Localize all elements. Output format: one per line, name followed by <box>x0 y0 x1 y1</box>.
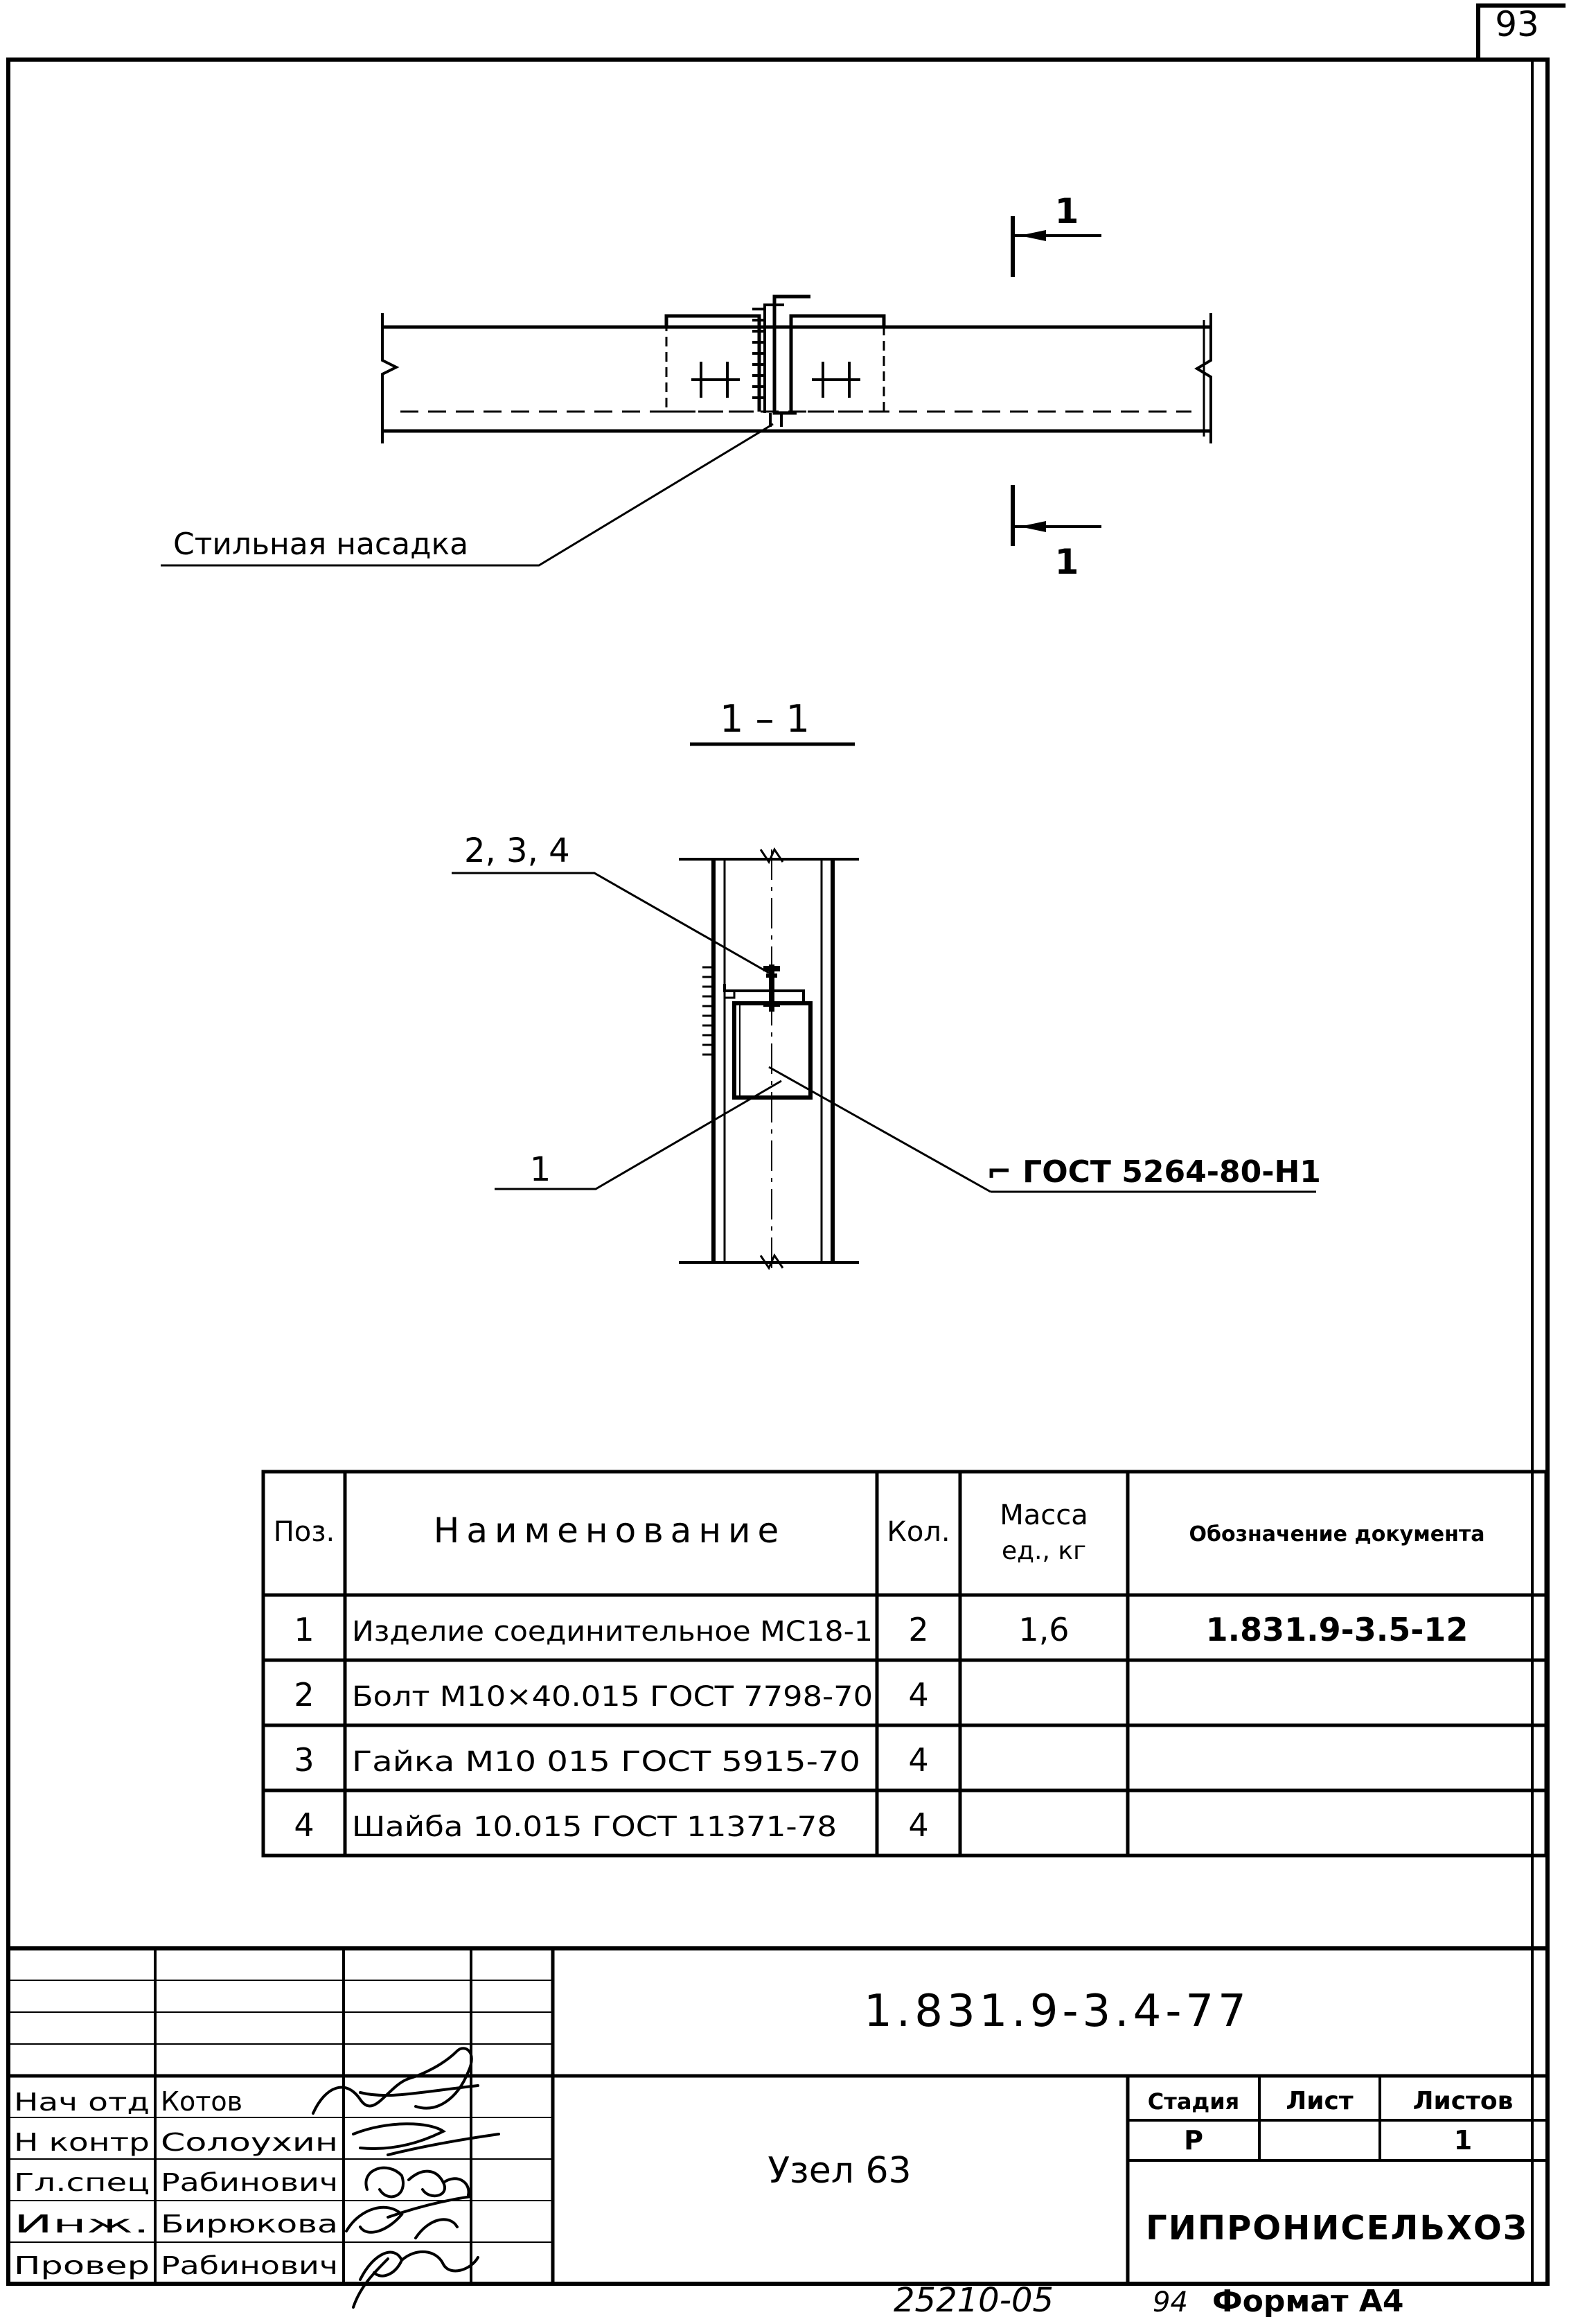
callout-angle: ⌐ ГОСТ 5264-80-Н1 <box>986 1154 1321 1190</box>
staff-role: Инж. <box>14 2210 150 2239</box>
signature <box>313 2048 478 2113</box>
section-mark-number-bottom: 1 <box>1054 542 1079 582</box>
title-block-sheets-header: Листов <box>1412 2087 1514 2115</box>
staff-name: Солоухин <box>161 2129 338 2157</box>
callout-bolts: 2, 3, 4 <box>464 831 570 870</box>
staff-row <box>14 2210 338 2239</box>
footer-inventory: 25210-05 <box>894 2281 1054 2317</box>
staff-name: Рабинович <box>161 2169 338 2197</box>
staff-name: Рабинович <box>161 2252 338 2280</box>
staff-role: Провер <box>14 2252 150 2280</box>
title-block-sheet-header: Лист <box>1286 2087 1354 2115</box>
staff-name: Котов <box>161 2086 243 2117</box>
staff-role: Нач отд <box>14 2088 150 2117</box>
signature <box>353 2252 478 2307</box>
spec-header-name: Наименование <box>433 1510 786 1551</box>
title-block-stage-header: Стадия <box>1147 2088 1240 2115</box>
plan-nozzle-label: Стильная насадка <box>173 527 469 562</box>
plan-view <box>161 297 1211 565</box>
section-view <box>452 849 1316 1272</box>
staff-row <box>14 2129 338 2157</box>
spec-row <box>294 1741 928 1779</box>
title-block-organization: ГИПРОНИСЕЛЬХОЗ <box>1146 2209 1528 2248</box>
section-mark-number-top: 1 <box>1054 191 1079 231</box>
spec-cell-pos: 3 <box>294 1741 314 1779</box>
spec-cell-doc: 1.831.9-3.5-12 <box>1205 1611 1469 1648</box>
footer-sheet-ref: 94 <box>1153 2287 1188 2317</box>
staff-row <box>14 2086 242 2117</box>
staff-name: Бирюкова <box>161 2210 338 2239</box>
spec-cell-pos: 1 <box>294 1611 314 1648</box>
title-block-title: Узел 63 <box>768 2150 912 2192</box>
spec-cell-mass: 1,6 <box>1018 1611 1070 1648</box>
spec-cell-name: Гайка М10 015 ГОСТ 5915-70 <box>352 1746 860 1778</box>
title-block-sheets: 1 <box>1453 2125 1473 2156</box>
sheet-frame <box>8 6 1566 2284</box>
staff-role: Н контр <box>14 2129 150 2157</box>
spec-cell-qty: 4 <box>908 1741 929 1779</box>
spec-header-mass-unit: ед., кг <box>1001 1537 1087 1565</box>
spec-cell-qty: 4 <box>908 1676 929 1713</box>
spec-row <box>294 1676 928 1713</box>
spec-header-qty: Кол. <box>887 1516 950 1548</box>
spec-cell-name: Шайба 10.015 ГОСТ 11371-78 <box>352 1811 837 1843</box>
spec-cell-name: Изделие соединительное МС18-1 <box>352 1616 873 1648</box>
spec-header-doc: Обозначение документа <box>1189 1522 1485 1547</box>
spec-cell-qty: 2 <box>908 1611 929 1648</box>
sheet-number: 93 <box>1495 4 1539 44</box>
spec-header-mass: Масса <box>1000 1499 1088 1531</box>
section-mark-bottom <box>1013 485 1101 546</box>
spec-cell-pos: 4 <box>294 1806 314 1844</box>
title-block-code: 1.831.9-3.4-77 <box>864 1986 1250 2037</box>
staff-row <box>14 2252 338 2280</box>
section-title: 1 – 1 <box>719 697 810 741</box>
spec-cell-qty: 4 <box>908 1806 929 1844</box>
staff-role: Гл.спец <box>14 2169 150 2197</box>
signature <box>366 2168 468 2197</box>
signature <box>346 2196 471 2238</box>
spec-header-pos: Поз. <box>273 1516 335 1548</box>
spec-cell-pos: 2 <box>294 1676 314 1713</box>
callout-part: 1 <box>529 1150 551 1189</box>
spec-row <box>294 1611 1468 1648</box>
signature <box>353 2124 499 2155</box>
staff-row <box>14 2169 338 2197</box>
footer-format: Формат А4 <box>1212 2284 1404 2317</box>
title-block-stage: Р <box>1184 2125 1203 2156</box>
spec-cell-name: Болт М10×40.015 ГОСТ 7798-70 <box>352 1681 873 1713</box>
spec-row <box>294 1806 928 1844</box>
